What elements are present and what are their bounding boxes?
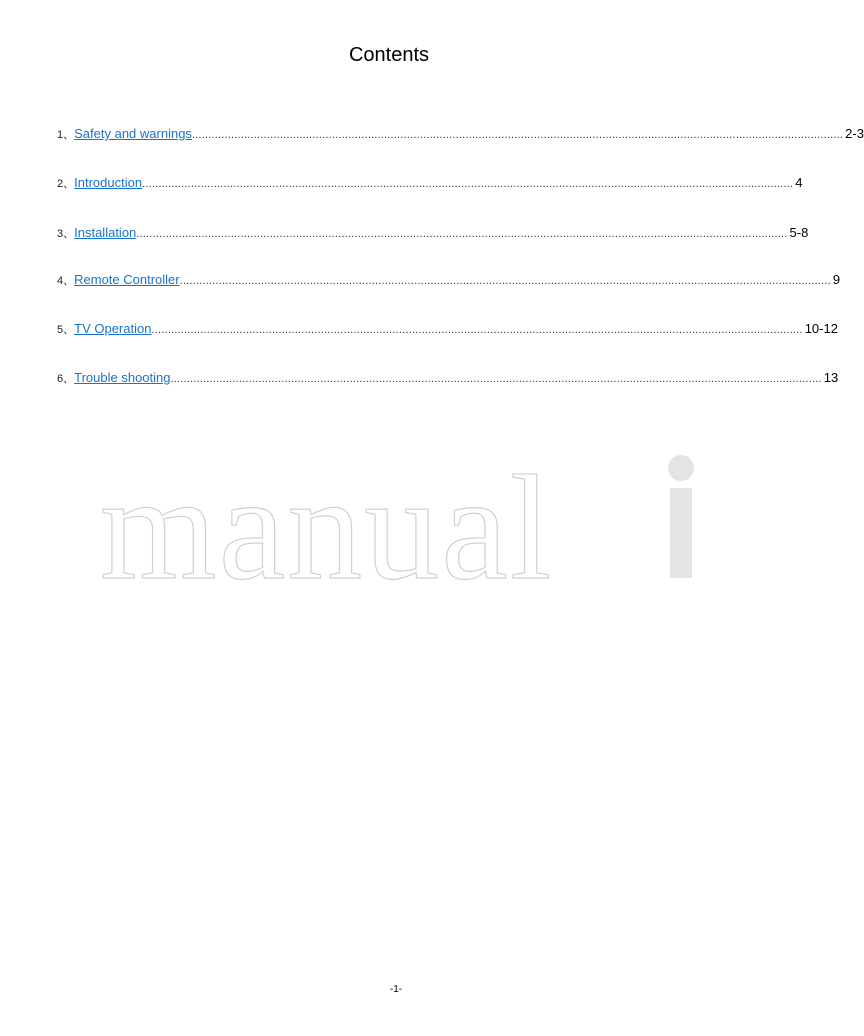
toc-entry — [57, 126, 864, 144]
toc-entry — [57, 175, 803, 193]
toc-entry-link[interactable]: Remote Controller — [74, 272, 180, 287]
toc-entry-page: 4 — [795, 175, 803, 190]
page-title: Contents — [348, 44, 430, 66]
toc-entry — [57, 321, 838, 339]
toc-entry-page: 13 — [823, 370, 839, 385]
toc-entry-number: 2、 — [57, 178, 75, 190]
toc-entry-number: 3、 — [57, 228, 75, 240]
toc-entry-page: 2-3 — [845, 126, 864, 141]
toc-entry-number: 4、 — [57, 275, 75, 287]
toc-leader-dots: ........................................................................................................................................................................................................ — [136, 228, 788, 240]
toc-entry-page: 9 — [832, 272, 841, 287]
toc-leader-dots: ........................................................................................................................................................................................................ — [191, 129, 844, 141]
manuali-watermark-logo — [95, 445, 705, 611]
toc-entry — [57, 370, 839, 388]
toc-entry-page: 10-12 — [804, 321, 838, 336]
toc-entry-number: 5、 — [57, 324, 75, 336]
toc-entry-link[interactable]: TV Operation — [74, 321, 152, 336]
toc-leader-dots: ........................................................................................................................................................................................................ — [142, 178, 794, 190]
toc-entry-number: 6、 — [57, 373, 75, 385]
toc-leader-dots: ........................................................................................................................................................................................................ — [170, 373, 822, 385]
toc-entry-link[interactable]: Trouble shooting — [74, 370, 171, 385]
toc-entry-page: 5-8 — [789, 225, 809, 240]
toc-entry — [57, 225, 809, 243]
toc-leader-dots: ........................................................................................................................................................................................................ — [179, 275, 831, 287]
watermark-i-stem — [670, 488, 692, 578]
page-number: -1- — [389, 984, 403, 995]
toc-leader-dots: ........................................................................................................................................................................................................ — [151, 324, 803, 336]
toc-entry — [57, 272, 841, 290]
toc-entry-link[interactable]: Installation — [74, 225, 137, 240]
watermark-text: manual — [100, 445, 554, 611]
watermark-i-dot — [668, 455, 694, 481]
toc-entry-link[interactable]: Introduction — [74, 175, 143, 190]
toc-entry-link[interactable]: Safety and warnings — [74, 126, 192, 141]
toc-entry-number: 1、 — [57, 129, 75, 141]
